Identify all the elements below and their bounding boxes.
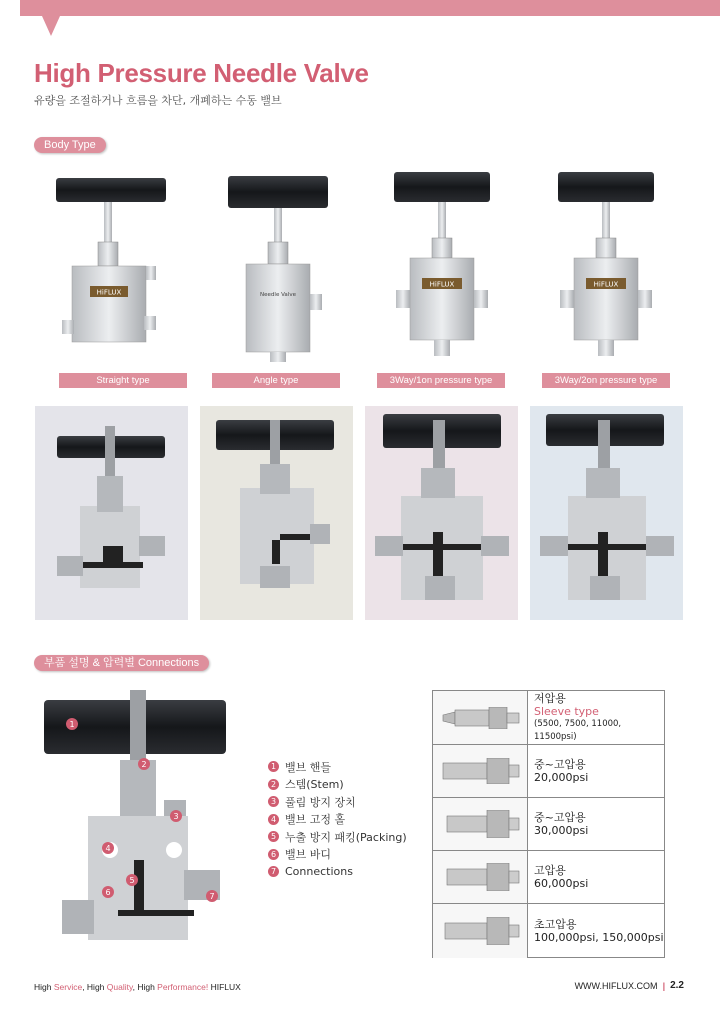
brand-plate: HiFLUX xyxy=(96,288,122,297)
parts-list-item: 6 밸브 바디 xyxy=(268,846,407,864)
callout-7: 7 xyxy=(209,892,215,901)
footer-separator: | xyxy=(662,980,666,991)
page-subtitle: 유량을 조절하거나 흐름을 차단, 개폐하는 수동 밸브 xyxy=(34,94,282,107)
header-tab-decoration xyxy=(20,0,82,36)
3way-1on-valve-photo xyxy=(384,168,504,364)
callout-4: 4 xyxy=(105,844,111,853)
connection-row: 초고압용 100,000psi, 150,000psi xyxy=(433,904,664,958)
label-3way-2on-type: 3Way/2on pressure type xyxy=(542,373,670,388)
parts-list xyxy=(268,758,407,881)
3way-1on-section-diagram xyxy=(365,406,518,620)
angle-valve-photo xyxy=(220,168,340,364)
svg-text:HiFLUX: HiFLUX xyxy=(429,280,455,289)
fitting-100k-icon xyxy=(433,904,528,958)
callout-3: 3 xyxy=(173,812,179,821)
3way-2on-valve-photo xyxy=(548,168,668,364)
page-number: 2.2 xyxy=(670,980,684,991)
parts-list-item: 5 누출 방지 패킹(Packing) xyxy=(268,828,407,846)
fitting-30k-icon xyxy=(433,798,528,850)
label-angle-type: Angle type xyxy=(212,373,340,388)
label-3way-1on-type: 3Way/1on pressure type xyxy=(377,373,505,388)
straight-section-diagram xyxy=(35,406,188,620)
connection-row: 고압용 60,000psi xyxy=(433,851,664,904)
connection-row: 저압용 Sleeve type (5500, 7500, 11000, 11500psi) xyxy=(433,691,664,745)
label-straight-type: Straight type xyxy=(59,373,187,388)
header-bar xyxy=(82,0,720,16)
parts-list-item: 7 Connections xyxy=(268,863,407,881)
parts-list-item: 4 밸브 고정 홀 xyxy=(268,811,407,829)
svg-text:Needle Valve: Needle Valve xyxy=(260,292,296,298)
footer-page-info xyxy=(575,980,684,991)
callout-1: 1 xyxy=(69,720,75,729)
fitting-60k-icon xyxy=(433,851,528,903)
parts-list-item: 1 밸브 핸들 xyxy=(268,758,407,776)
callout-5: 5 xyxy=(129,876,135,885)
sleeve-fitting-icon xyxy=(433,691,528,744)
svg-text:HiFLUX: HiFLUX xyxy=(593,280,619,289)
fitting-20k-icon xyxy=(433,745,528,797)
section-label-parts-connections: 부품 설명 & 압력별 Connections xyxy=(34,655,209,671)
angle-section-diagram xyxy=(200,406,353,620)
parts-list-item: 3 풀림 방지 장치 xyxy=(268,793,407,811)
callout-6: 6 xyxy=(105,888,111,897)
3way-2on-section-diagram xyxy=(530,406,683,620)
valve-detail-diagram xyxy=(34,690,244,960)
footer-url[interactable]: WWW.HIFLUX.COM xyxy=(574,980,658,991)
page-title: High Pressure Needle Valve xyxy=(34,58,369,88)
callout-2: 2 xyxy=(141,760,147,769)
connection-row: 중~고압용 30,000psi xyxy=(433,798,664,851)
connections-table xyxy=(432,690,665,958)
section-label-body-type: Body Type xyxy=(34,137,106,153)
connection-row: 중~고압용 20,000psi xyxy=(433,745,664,798)
straight-valve-photo xyxy=(52,168,172,364)
parts-list-item: 2 스템(Stem) xyxy=(268,776,407,794)
footer-tagline: High Service, High Quality, High Performance! HIFLUX xyxy=(34,982,241,992)
